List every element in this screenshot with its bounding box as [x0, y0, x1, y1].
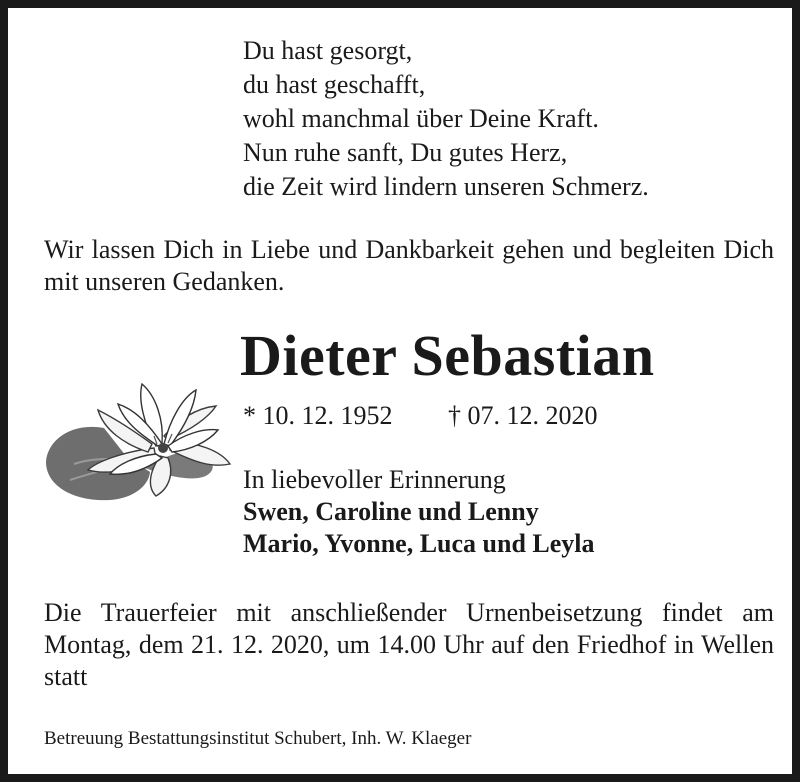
poem-line: Nun ruhe sanft, Du gutes Herz,: [243, 138, 568, 167]
mourners: [243, 464, 595, 560]
poem-line: die Zeit wird lindern unseren Schmerz.: [243, 172, 649, 201]
mourners-heading: In liebevoller Erinnerung: [243, 465, 506, 494]
poem-line: du hast geschafft,: [243, 70, 426, 99]
death-date: † 07. 12. 2020: [448, 401, 598, 430]
intro-text: Wir lassen Dich in Liebe und Dankbarkeit gehen und begleiten Dich mit unseren Gedanken.: [44, 235, 774, 296]
deceased-name: Dieter Sebastian: [240, 323, 655, 388]
undertaker-footer: Betreuung Bestattungsinstitut Schubert, Inh. W. Klaeger: [44, 728, 472, 749]
water-lily-icon: [44, 364, 236, 506]
birth-date: * 10. 12. 1952: [243, 401, 393, 430]
funeral-text: Die Trauerfeier mit anschließender Urnenbeisetzung findet am Montag, dem 21. 12. 2020, um 14.00 Uhr auf den Friedhof in Wellen statt: [44, 598, 774, 691]
mourners-line: Mario, Yvonne, Luca und Leyla: [243, 529, 595, 558]
poem-line: wohl manchmal über Deine Kraft.: [243, 104, 599, 133]
life-dates: [243, 400, 598, 432]
mourners-line: Swen, Caroline und Lenny: [243, 497, 539, 526]
poem: [243, 34, 649, 204]
poem-line: Du hast gesorgt,: [243, 36, 413, 65]
